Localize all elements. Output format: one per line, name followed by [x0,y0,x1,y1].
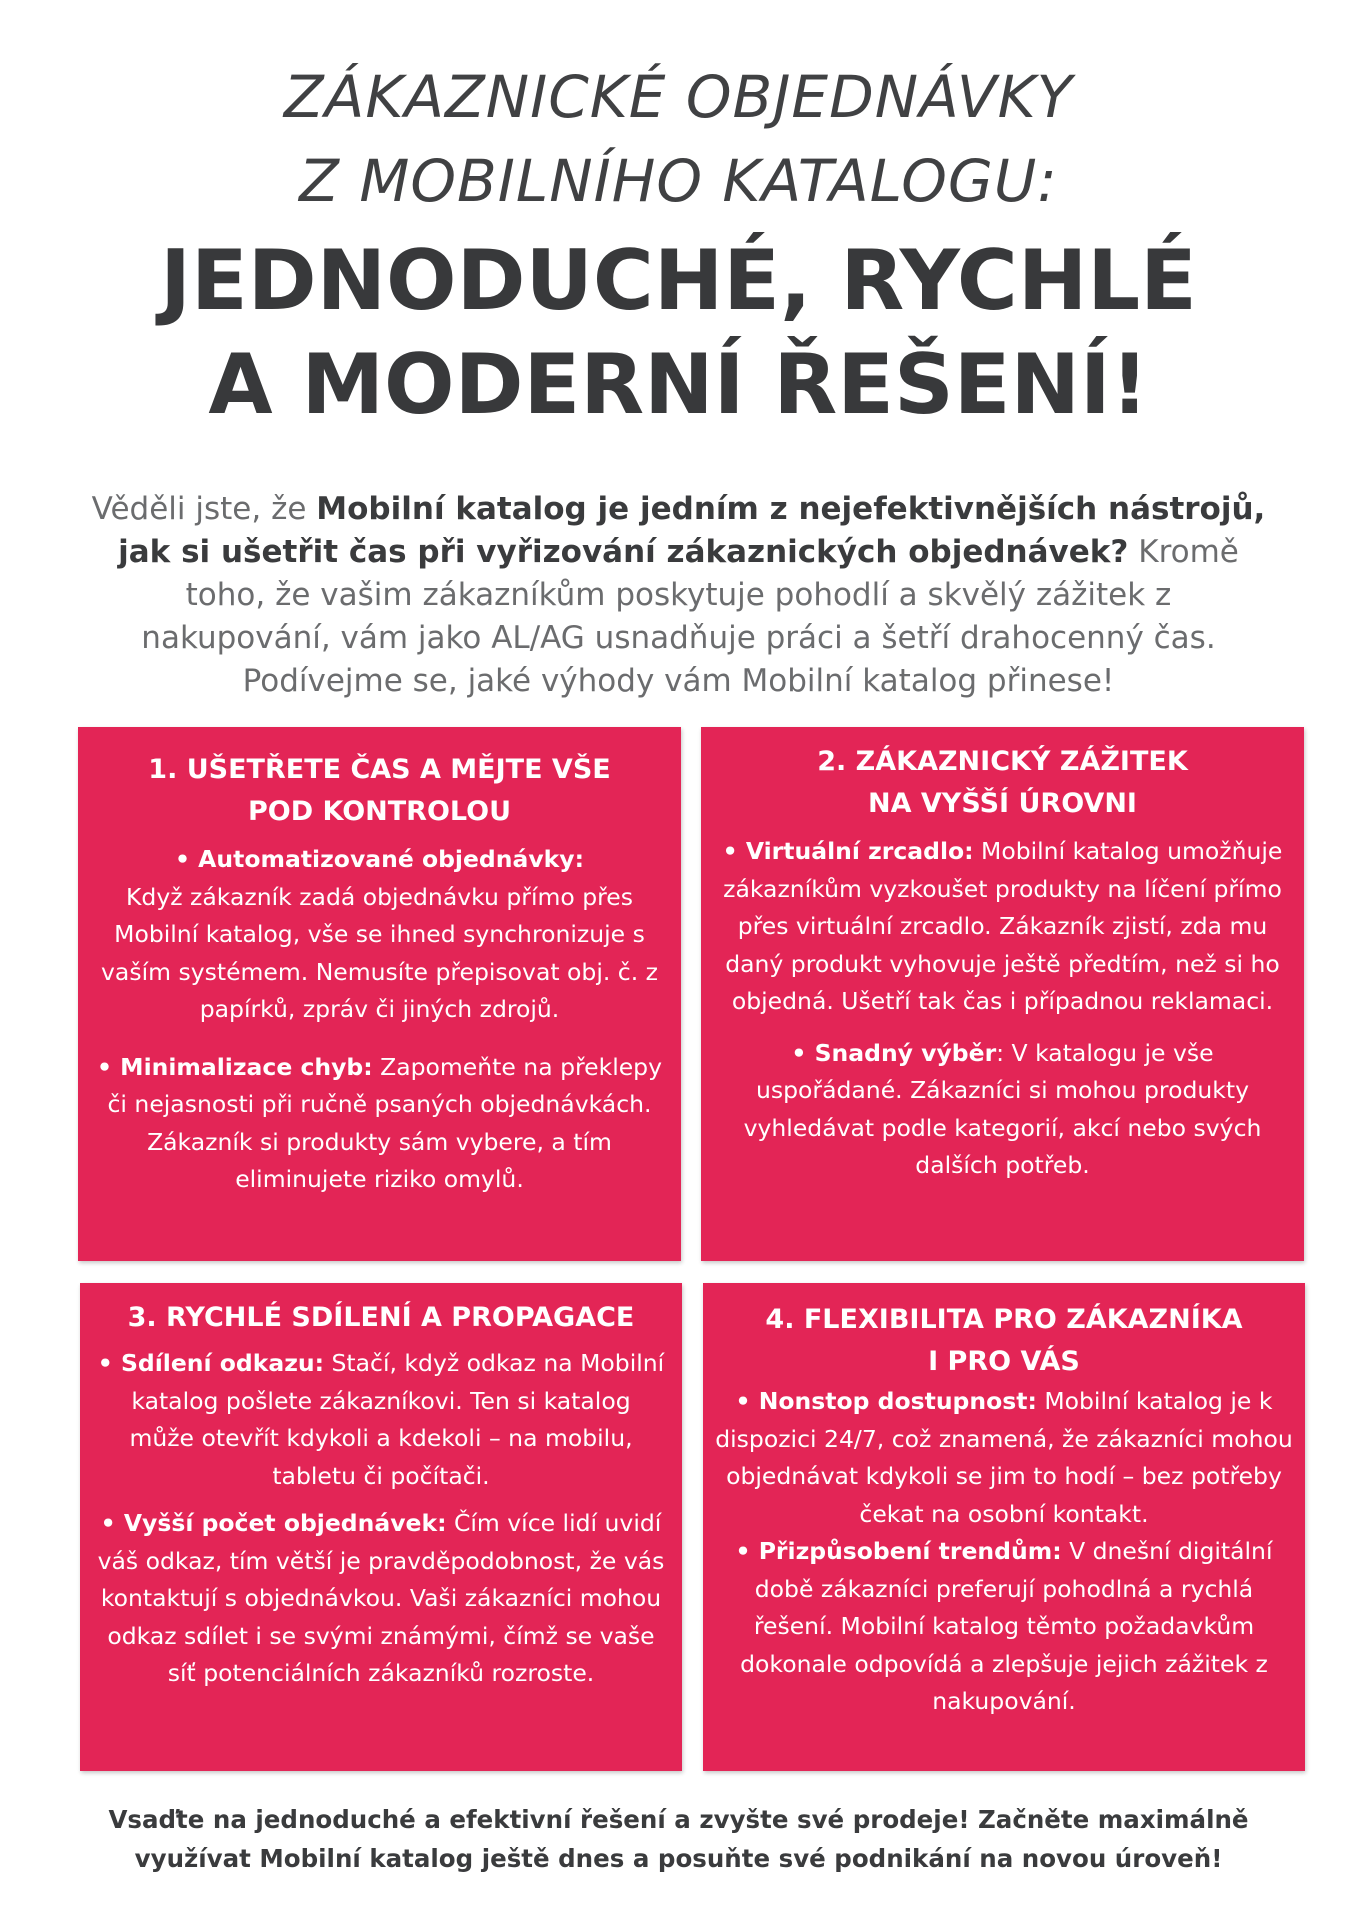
benefit-card-4 [703,1283,1305,1771]
card-title-line: POD KONTROLOU [247,796,512,827]
intro-rest: Kromě toho, že vašim zákazníkům poskytuje pohodlí a skvělý zážitek z nakupování, vám jako AL/AG usnadňuje práci a šetří drahocenný čas. Podívejme se, jaké výhody vám Mobilní katalog přinese! [141,534,1239,699]
card-item-label: • Snadný výběr [791,1038,997,1067]
card-item-label: • Virtuální zrcadlo: [722,837,974,865]
card-item [717,833,1288,1021]
card-item-label: • Minimalizace chyb: [96,1052,373,1081]
card-item [715,1533,1293,1721]
card-title-line: 2. ZÁKAZNICKÝ ZÁŽITEK [817,746,1188,777]
card-title-line: 3. RYCHLÉ SDÍLENÍ A PROPAGACE [127,1302,635,1333]
benefit-card-3 [80,1283,682,1771]
card-item [96,1345,666,1495]
footer-line-2: využívat Mobilní katalog ještě dnes a posuňte své podnikání na novou úroveň! [134,1844,1223,1873]
card-item-text: Stačí, když odkaz na Mobilní katalog pošlete zákazníkovi. Ten si katalog může otevřít kdykoli a kdekoli – na mobilu, tabletu či počítači. [129,1349,665,1490]
card-title-line: NA VYŠŠÍ ÚROVNI [868,788,1137,819]
card-title [715,1299,1293,1383]
benefit-card-1 [78,727,681,1261]
card-item [715,1383,1293,1533]
card-title-line: I PRO VÁS [928,1346,1080,1377]
card-item-label: • Nonstop dostupnost: [735,1387,1037,1415]
benefit-card-2 [701,727,1304,1261]
card-item-text: Mobilní katalog je k dispozici 24/7, což znamená, že zákazníci mohou objednávat kdykoli se jim to hodí – bez potřeby čekat na osobní kontakt. [715,1387,1293,1528]
card-item-label: • Přizpůsobení trendům: [735,1537,1062,1565]
card-item [96,1505,666,1693]
card-title-line: 1. UŠETŘETE ČAS A MĚJTE VŠE [148,754,611,785]
card-item-label: • Vyšší počet objednávek: [100,1509,447,1537]
footer-cta [60,1800,1297,1878]
title-line-1: JEDNODUCHÉ, RYCHLÉ [160,232,1197,329]
intro-lead: Věděli jste, že [91,491,317,527]
card-item-text: Mobilní katalog umožňuje zákazníkům vyzkoušet produkty na líčení přímo přes virtuální zrcadlo. Zákazník zjistí, zda mu daný produkt vyhovuje ještě předtím, než si ho objedná. Ušetří tak čas i případnou reklamaci. [723,837,1283,1015]
card-title [717,741,1288,825]
subtitle-line-2: Z MOBILNÍHO KATALOGU: [299,147,1058,215]
card-title-line: 4. FLEXIBILITA PRO ZÁKAZNÍKA [765,1304,1243,1335]
card-item-label: • Sdílení odkazu: [97,1349,325,1377]
card-item-text: Když zákazník zadá objednávku přímo přes Mobilní katalog, vše se ihned synchronizuje s vaším systémem. Nemusíte přepisovat obj. č. z papírků, zpráv či jiných zdrojů. [101,882,658,1023]
card-item [94,841,665,1029]
card-title [94,749,665,833]
intro-paragraph [90,488,1267,703]
card-item [94,1049,665,1199]
card-item-text: : V katalogu je vše uspořádané. Zákazníci si mohou produkty vyhledávat podle kategorií, akcí nebo svých dalších potřeb. [743,1038,1262,1179]
subtitle-line-1: ZÁKAZNICKÉ OBJEDNÁVKY [283,63,1074,131]
intro-bold: Mobilní katalog je jedním z nejefektivnějších nástrojů, jak si ušetřit čas při vyřizování zákaznických objednávek? [118,491,1266,570]
page-header [0,55,1357,437]
card-item-label: • Automatizované objednávky: [174,845,584,873]
card-item [717,1035,1288,1185]
card-item-text: Zapomeňte na překlepy či nejasnosti při ručně psaných objednávkách. Zákazník si produkty sám vybere, a tím eliminujete riziko omylů. [107,1052,663,1193]
card-item-text: Čím více lidí uvidí váš odkaz, tím větší je pravděpodobnost, že vás kontaktují s objednávkou. Vaši zákazníci mohou odkaz sdílet i se svými známými, čímž se vaše síť potenciálních zákazníků rozroste. [97,1509,665,1687]
card-item-text: V dnešní digitální době zákazníci preferují pohodlná a rychlá řešení. Mobilní katalog těmto požadavkům dokonale odpovídá a zlepšuje jejich zážitek z nakupování. [740,1537,1273,1715]
card-title [96,1297,666,1339]
title-line-2: A MODERNÍ ŘEŠENÍ! [208,336,1149,433]
footer-line-1: Vsaďte na jednoduché a efektivní řešení a zvyšte své prodeje! Začněte maximálně [108,1805,1249,1834]
